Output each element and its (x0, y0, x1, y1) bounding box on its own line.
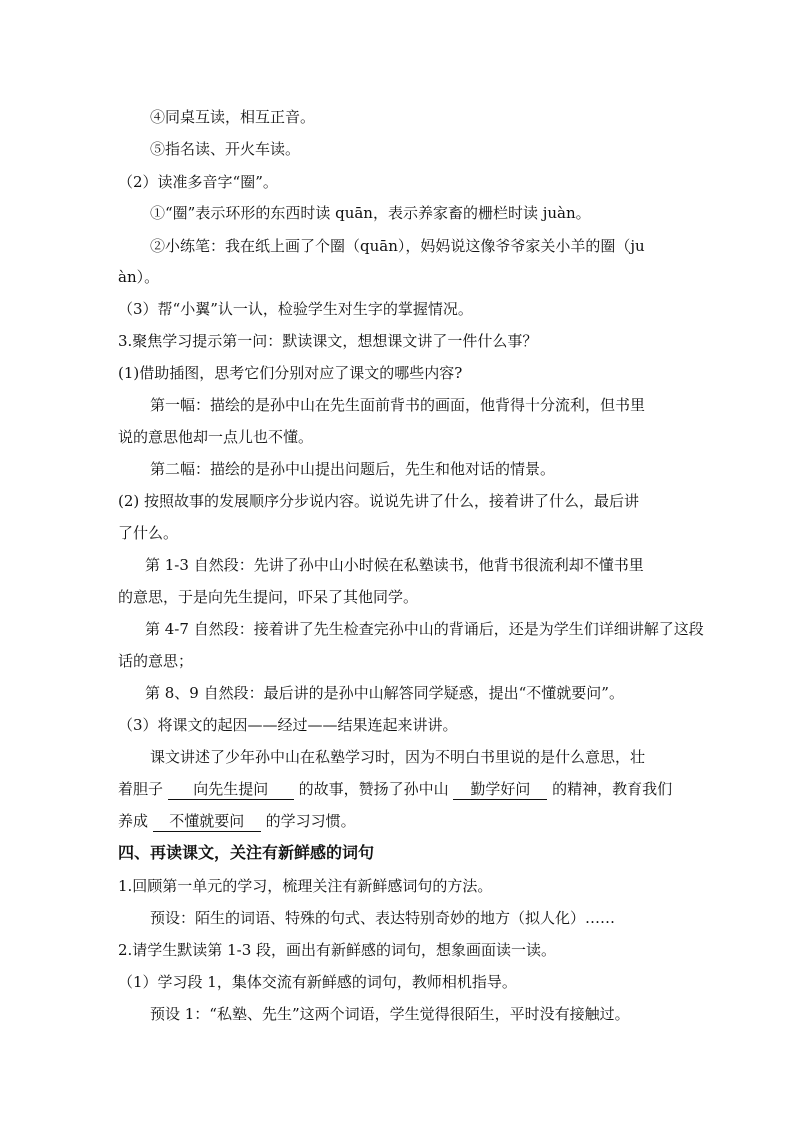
text-line: （1）学习段 1，集体交流有新鲜感的词句，教师相机指导。 (118, 973, 517, 991)
text-line: 预设 1：“私塾、先生”这两个词语，学生觉得很陌生，平时没有接触过。 (150, 1005, 630, 1023)
text-fragment: 的学习习惯。 (265, 812, 356, 830)
text-fragment: 着胆子 (118, 780, 164, 798)
text-line: (2) 按照故事的发展顺序分步说内容。说说先讲了什么，接着讲了什么，最后讲 (118, 492, 640, 510)
text-line: 第 1-3 自然段：先讲了孙中山小时候在私塾读书，他背书很流利却不懂书里 (145, 556, 644, 574)
text-line: ②小练笔：我在纸上画了个圈（quān），妈妈说这像爷爷家关小羊的圈（ju (150, 237, 645, 255)
text-fragment: 的精神，教育我们 (552, 780, 673, 798)
fill-blank-line (118, 811, 356, 832)
text-line: àn）。 (118, 268, 160, 286)
text-line: 说的意思他却一点儿也不懂。 (118, 428, 314, 446)
text-line: （3）将课文的起因——经过——结果连起来讲讲。 (118, 716, 458, 734)
text-line: 2.请学生默读第 1-3 段，画出有新鲜感的词句，想象画面读一读。 (118, 941, 557, 959)
text-line: 第一幅：描绘的是孙中山在先生面前背书的画面，他背得十分流利，但书里 (150, 396, 646, 414)
text-line: 预设：陌生的词语、特殊的句式、表达特别奇妙的地方（拟人化）…… (150, 909, 616, 927)
text-line: 的意思，于是向先生提问，吓呆了其他同学。 (118, 588, 419, 606)
text-line: 课文讲述了少年孙中山在私塾学习时，因为不明白书里说的是什么意思，壮 (150, 748, 646, 766)
answer-blank: 向先生提问 (168, 779, 294, 800)
text-line: 3.聚焦学习提示第一问：默读课文，想想课文讲了一件什么事？ (118, 332, 538, 350)
text-line: （3）帮“小翼”认一认，检验学生对生字的掌握情况。 (118, 300, 473, 318)
answer-blank: 勤学好问 (453, 779, 547, 800)
text-line: 1.回顾第一单元的学习，梳理关注有新鲜感词句的方法。 (118, 877, 493, 895)
text-line: 第 4-7 自然段：接着讲了先生检查完孙中山的背诵后，还是为学生们详细讲解了这段 (145, 620, 704, 638)
text-line: 第 8、9 自然段：最后讲的是孙中山解答同学疑惑，提出“不懂就要问”。 (145, 684, 624, 702)
section-heading: 四、再读课文，关注有新鲜感的词句 (118, 843, 375, 862)
text-line: 第二幅：描绘的是孙中山提出问题后，先生和他对话的情景。 (150, 460, 556, 478)
text-fragment: 的故事，赞扬了孙中山 (298, 780, 449, 798)
text-line: (1)借助插图，思考它们分别对应了课文的哪些内容? (118, 364, 463, 382)
text-line: 了什么。 (118, 524, 179, 542)
text-line: （2）读准多音字“圈”。 (118, 173, 278, 191)
text-line: ⑤指名读、开火车读。 (150, 140, 301, 158)
text-line: 话的意思； (118, 652, 194, 670)
text-line: ①“圈”表示环形的东西时读 quān，表示养家畜的栅栏时读 juàn。 (150, 204, 591, 222)
text-fragment: 养成 (118, 812, 149, 830)
fill-blank-line (118, 779, 672, 800)
answer-blank: 不懂就要问 (153, 811, 261, 832)
text-line: ④同桌互读，相互正音。 (150, 108, 316, 126)
